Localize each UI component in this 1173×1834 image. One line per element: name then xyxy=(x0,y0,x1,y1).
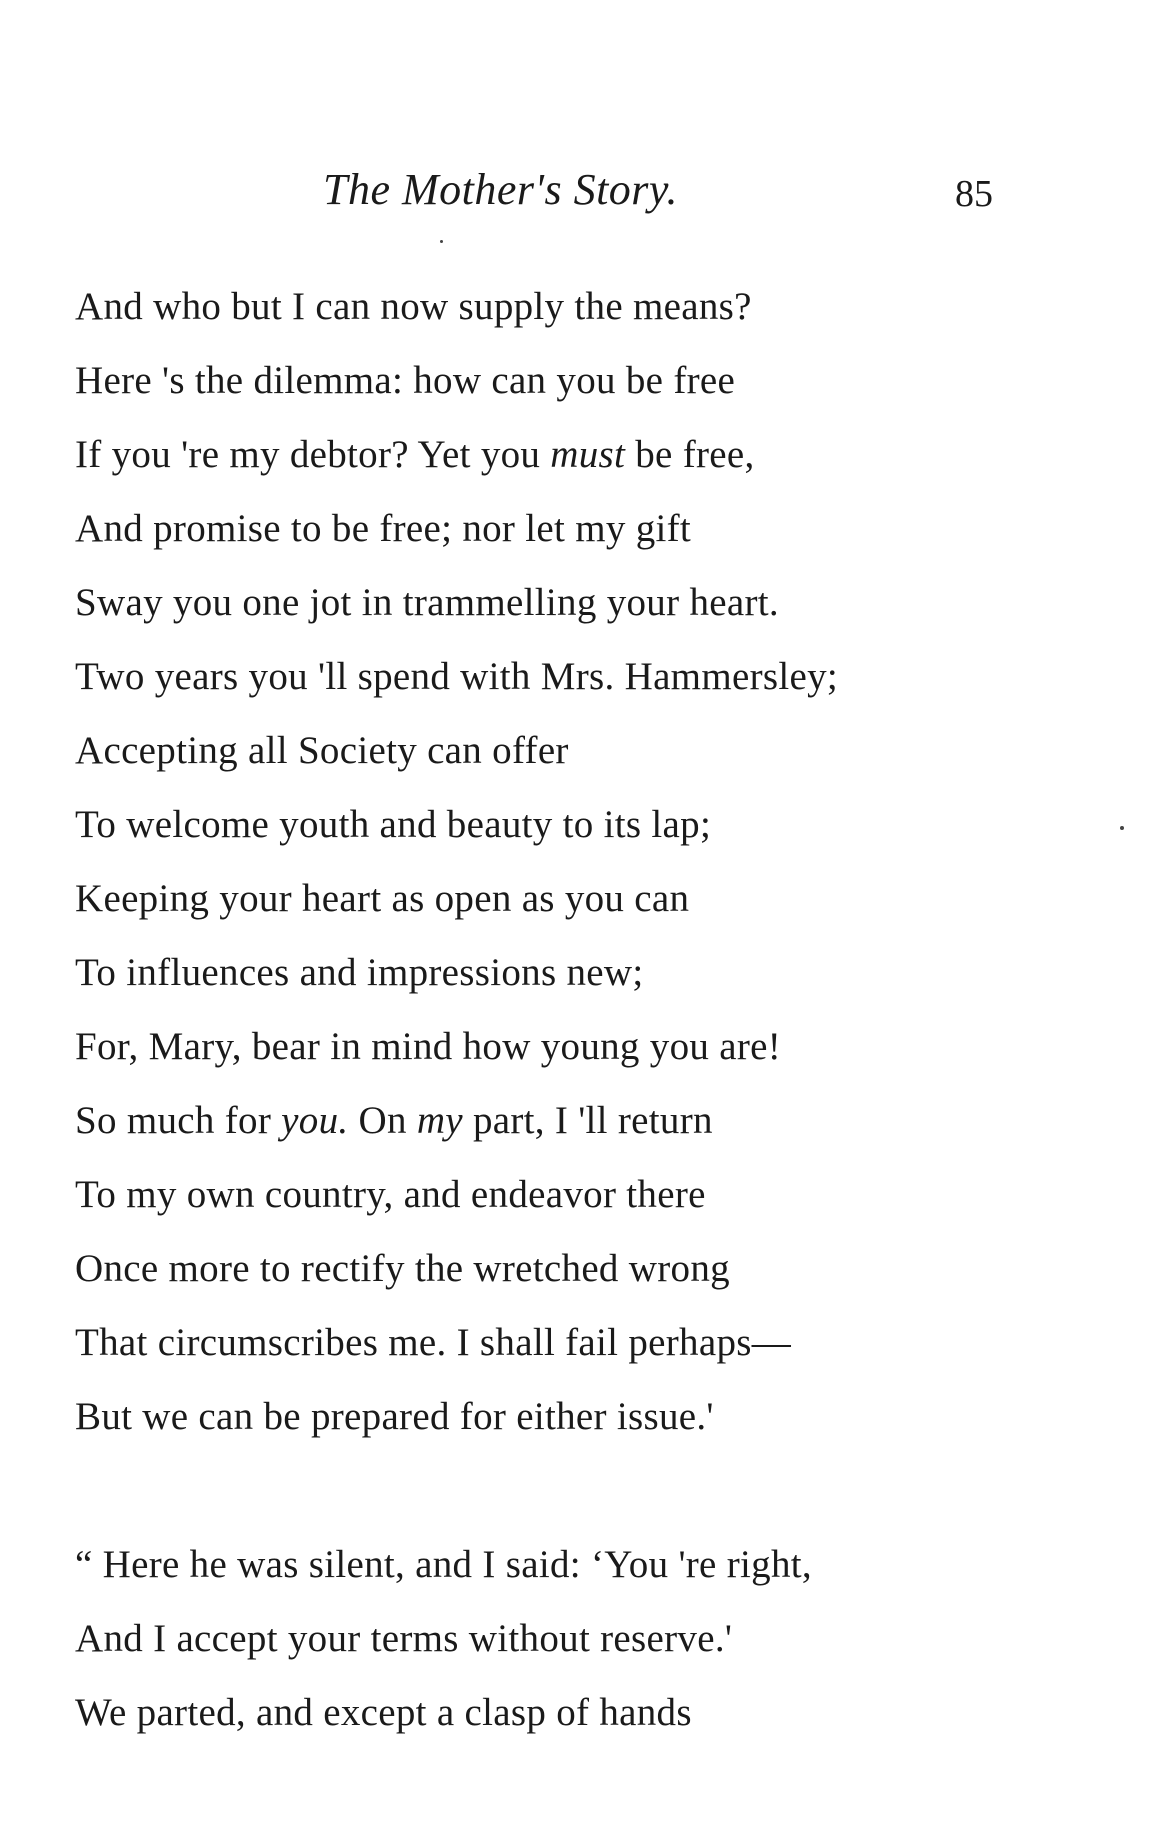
stanza xyxy=(75,1528,1135,1750)
verse-line xyxy=(75,1676,1135,1750)
print-speck xyxy=(1120,826,1124,830)
text-run: Once more to rectify the wretched wrong xyxy=(75,1247,730,1290)
running-head xyxy=(0,160,1173,220)
verse-line xyxy=(75,270,1135,344)
text-run: “ Here he was silent, and I said: ‘You 're right, xyxy=(75,1543,812,1586)
text-run: Here 's the dilemma: how can you be free xyxy=(75,359,736,402)
text-run: And I accept your terms without reserve.' xyxy=(75,1617,733,1660)
text-run: To influences and impressions new; xyxy=(75,951,644,994)
verse-line xyxy=(75,936,1135,1010)
verse-line xyxy=(75,1158,1135,1232)
text-run: Sway you one jot in trammelling your heart. xyxy=(75,581,779,624)
text-run: To welcome youth and beauty to its lap; xyxy=(75,803,712,846)
verse-line xyxy=(75,788,1135,862)
print-speck xyxy=(440,240,443,243)
italic-run: my xyxy=(416,1099,463,1142)
text-run: Two years you 'll spend with Mrs. Hammersley; xyxy=(75,655,839,698)
text-run: So much for xyxy=(75,1099,282,1142)
text-run: If you 're my debtor? Yet you xyxy=(75,433,551,476)
text-run: And who but I can now supply the means? xyxy=(75,285,752,328)
page-number: 85 xyxy=(955,173,993,215)
verse-line xyxy=(75,640,1135,714)
verse-line xyxy=(75,1528,1135,1602)
italic-run: you. xyxy=(281,1099,349,1142)
poem-text xyxy=(75,270,1135,1750)
verse-line xyxy=(75,1306,1135,1380)
text-run: To my own country, and endeavor there xyxy=(75,1173,706,1216)
text-run: Keeping your heart as open as you can xyxy=(75,877,690,920)
verse-line xyxy=(75,1084,1135,1158)
verse-line xyxy=(75,862,1135,936)
verse-line xyxy=(75,1232,1135,1306)
stanza xyxy=(75,270,1135,1454)
text-run: For, Mary, bear in mind how young you are! xyxy=(75,1025,782,1068)
verse-line xyxy=(75,1602,1135,1676)
text-run: That circumscribes me. I shall fail perhaps— xyxy=(75,1321,792,1364)
text-run: But we can be prepared for either issue.' xyxy=(75,1395,714,1438)
text-run: part, I 'll return xyxy=(462,1099,713,1142)
text-run: be free, xyxy=(625,433,755,476)
verse-line xyxy=(75,714,1135,788)
text-run: Accepting all Society can offer xyxy=(75,729,569,772)
verse-line xyxy=(75,1010,1135,1084)
verse-line xyxy=(75,566,1135,640)
verse-line xyxy=(75,344,1135,418)
running-title: The Mother's Story. xyxy=(323,165,679,214)
verse-line xyxy=(75,1380,1135,1454)
text-run: And promise to be free; nor let my gift xyxy=(75,507,692,550)
text-run: On xyxy=(348,1099,417,1142)
verse-line xyxy=(75,418,1135,492)
text-run: We parted, and except a clasp of hands xyxy=(75,1691,692,1734)
verse-line xyxy=(75,492,1135,566)
italic-run: must xyxy=(550,433,626,476)
